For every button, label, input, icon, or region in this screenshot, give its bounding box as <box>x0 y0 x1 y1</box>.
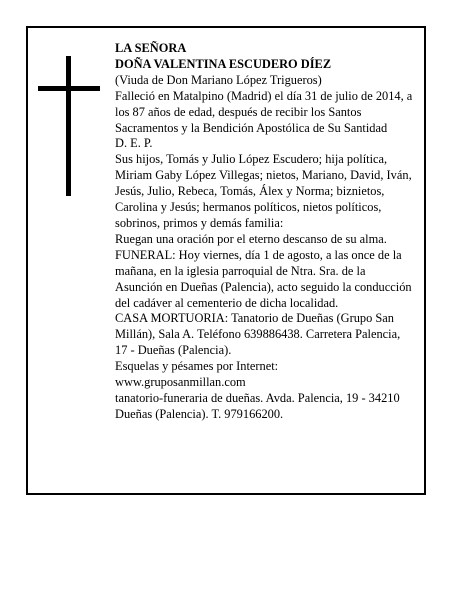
widow-line: (Viuda de Don Mariano López Trigueros) <box>115 72 322 87</box>
funeral-text: FUNERAL: Hoy viernes, día 1 de agosto, a las once de la mañana, en la iglesia parroquial de Ntra. Sra. de la Asunción en Dueñas (Palencia), acto seguido la conducción del cadáver al cementerio de dicha localidad. <box>115 247 412 310</box>
cross-icon-arm <box>38 86 100 91</box>
dep-text: D. E. P. <box>115 136 153 151</box>
cross-icon <box>66 56 71 196</box>
website-link: www.gruposanmillan.com <box>115 375 246 390</box>
obituary-text <box>115 41 415 423</box>
funeral-home-text: tanatorio-funeraria de dueñas. Avda. Palencia, 19 - 34210 Dueñas (Palencia). T. 979166200. <box>115 390 400 421</box>
death-info: Falleció en Matalpino (Madrid) el día 31 de julio de 2014, a los 87 años de edad, después de recibir los Santos Sacramentos y la Bendición Apostólica de Su Santidad <box>115 88 413 135</box>
deceased-name: DOÑA VALENTINA ESCUDERO DÍEZ <box>115 56 332 71</box>
house-text: CASA MORTUORIA: Tanatorio de Dueñas (Grupo San Millán), Sala A. Teléfono 639886438. Carretera Palencia, 17 - Dueñas (Palencia). <box>115 311 401 358</box>
header-title: LA SEÑORA <box>115 41 187 55</box>
prayer-text: Ruegan una oración por el eterno descanso de su alma. <box>115 231 387 246</box>
internet-label: Esquelas y pésames por Internet: <box>115 359 279 374</box>
family-text: Sus hijos, Tomás y Julio López Escudero; hija política, Miriam Gaby López Villegas; nietos, Mariano, David, Iván, Jesús, Julio, Rebeca, Tomás, Álex y Norma; biznietos, Carolina y Jesús; hermanos políticos, nietos políticos, sobrinos, primos y demás familia: <box>115 152 412 230</box>
